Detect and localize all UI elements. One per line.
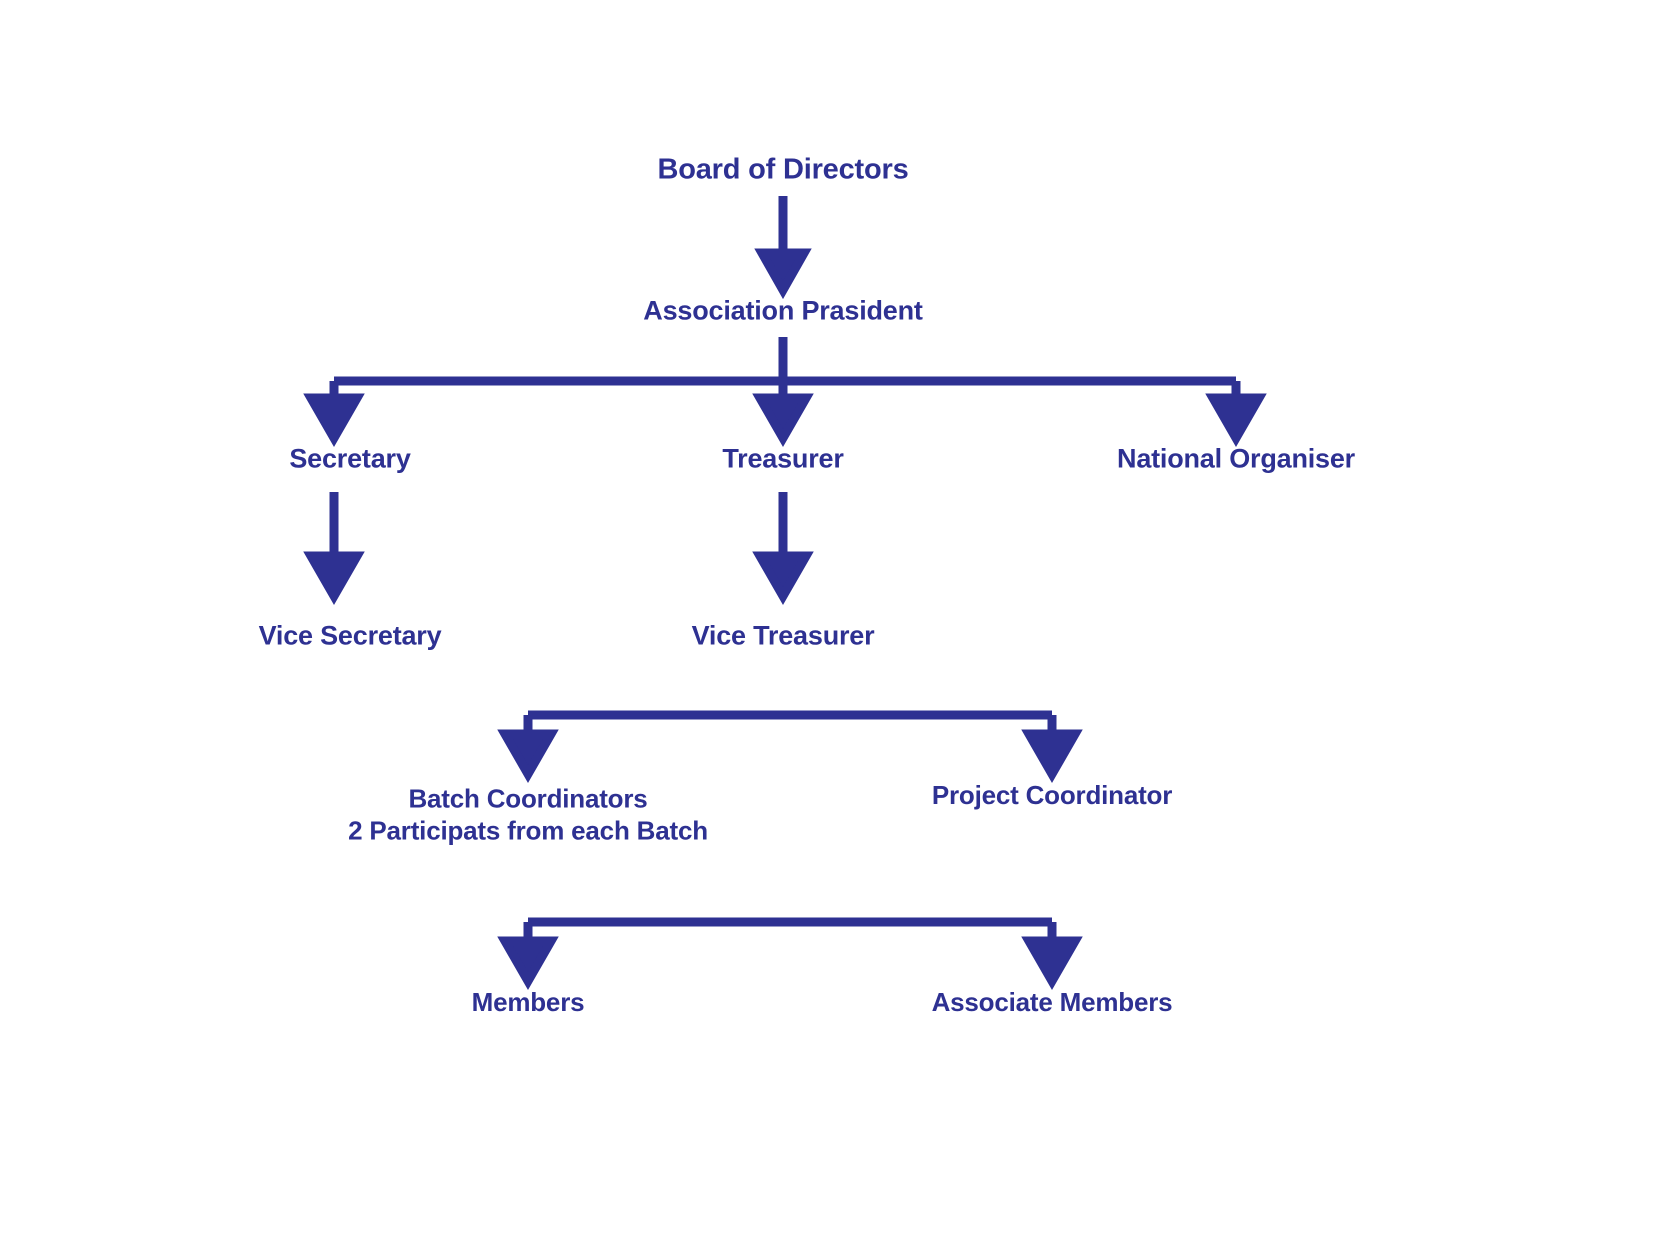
node-label-text: Board of Directors: [657, 153, 909, 186]
node-label-text: Project Coordinator: [931, 780, 1173, 811]
edge-batch-to-members: [505, 922, 551, 981]
node-label-text: Treasurer: [722, 443, 844, 474]
edge-board-to-president: [762, 196, 804, 290]
node-vice-treasurer: [692, 620, 875, 653]
node-label-subtext: 2 Participats from each Batch: [348, 815, 708, 845]
edge-vtreasurer-to-batch: [505, 715, 551, 774]
node-vice-secretary: [259, 620, 442, 653]
node-secretary: [289, 443, 410, 476]
node-label-text: Association Prasident: [643, 295, 923, 326]
node-label-text: Members: [471, 987, 585, 1018]
node-board-of-directors: [658, 152, 909, 187]
node-associate-members: [932, 987, 1173, 1019]
node-treasurer: [722, 443, 843, 476]
node-label-text: Vice Secretary: [258, 620, 442, 651]
edge-president-bus: [334, 337, 1236, 381]
edge-vtreasurer-to-project: [1029, 715, 1075, 774]
node-label-text: National Organiser: [1117, 443, 1355, 474]
node-label-text: Associate Members: [931, 987, 1173, 1018]
edge-treasurer-to-vice-treasurer: [760, 492, 806, 596]
edge-secretary-to-vice-secretary: [311, 492, 357, 596]
node-label-text: Vice Treasurer: [691, 620, 875, 651]
edge-president-to-organiser: [1213, 381, 1259, 438]
node-national-organiser: [1117, 443, 1355, 476]
edge-president-to-secretary: [311, 381, 357, 438]
edge-batch-to-associate-members: [1029, 922, 1075, 981]
node-label-text: Batch Coordinators: [408, 783, 648, 814]
node-members: [472, 987, 585, 1019]
edge-president-to-treasurer: [760, 381, 806, 438]
node-label-text: Secretary: [289, 443, 411, 474]
node-project-coordinator: [932, 780, 1172, 812]
node-batch-coordinators: [348, 783, 708, 846]
node-association-prasident: [643, 295, 922, 328]
